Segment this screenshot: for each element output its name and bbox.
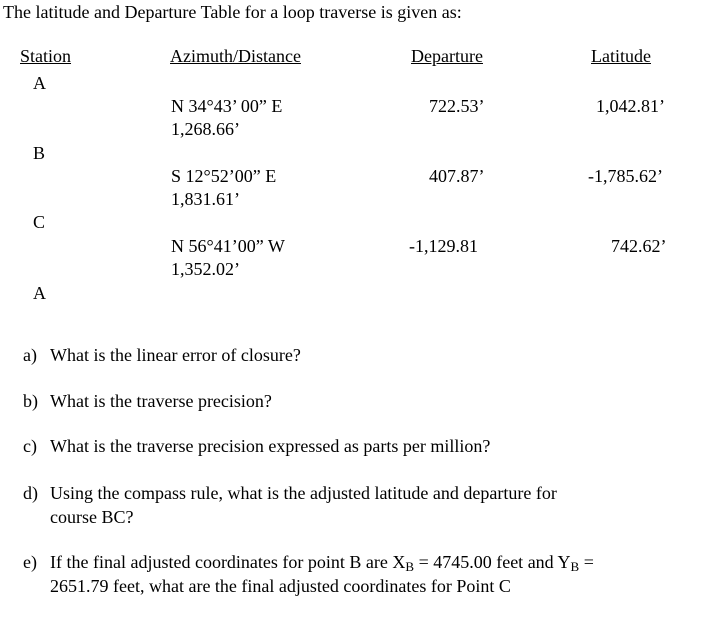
header-azimuth-distance: Azimuth/Distance — [170, 46, 301, 66]
course-departure: -1,129.81 — [409, 236, 478, 256]
station-label: C — [33, 212, 46, 232]
header-station: Station — [20, 46, 72, 66]
intro-text: The latitude and Departure Table for a loop traverse is given as: — [3, 2, 462, 22]
question-text-part: = — [579, 552, 594, 572]
question-text-line1: Using the compass rule, what is the adjusted latitude and departure for — [50, 483, 557, 503]
course-azimuth: N 56°41’00” W — [171, 236, 285, 256]
course-distance: 1,831.61’ — [171, 189, 240, 209]
question-label: a) — [23, 345, 37, 365]
question-text-part: = 4745.00 feet and Y — [414, 552, 571, 572]
question-text-line2: 2651.79 feet, what are the final adjusted coordinates for Point C — [50, 576, 511, 596]
station-label: A — [33, 283, 46, 303]
question-label: e) — [23, 552, 37, 572]
course-latitude: 1,042.81’ — [596, 96, 665, 116]
header-departure: Departure — [411, 46, 483, 66]
course-latitude: -1,785.62’ — [588, 166, 663, 186]
question-text-part: If the final adjusted coordinates for point B are X — [50, 552, 406, 572]
question-text-line2: course BC? — [50, 507, 134, 527]
course-distance: 1,268.66’ — [171, 119, 240, 139]
course-azimuth: S 12°52’00” E — [171, 166, 277, 186]
subscript: B — [405, 559, 415, 574]
question-label: d) — [23, 483, 38, 503]
header-latitude: Latitude — [591, 46, 651, 66]
question-label: b) — [23, 391, 38, 411]
course-distance: 1,352.02’ — [171, 259, 240, 279]
course-azimuth: N 34°43’ 00” E — [171, 96, 283, 116]
question-text: What is the linear error of closure? — [50, 345, 301, 365]
question-text-line1 — [50, 552, 594, 573]
course-departure: 722.53’ — [429, 96, 485, 116]
question-label: c) — [23, 436, 37, 456]
question-text: What is the traverse precision expressed as parts per million? — [50, 436, 491, 456]
course-latitude: 742.62’ — [611, 236, 667, 256]
station-label: B — [33, 143, 46, 163]
station-label: A — [33, 73, 46, 93]
question-text: What is the traverse precision? — [50, 391, 272, 411]
subscript: B — [570, 559, 580, 574]
course-departure: 407.87’ — [429, 166, 485, 186]
